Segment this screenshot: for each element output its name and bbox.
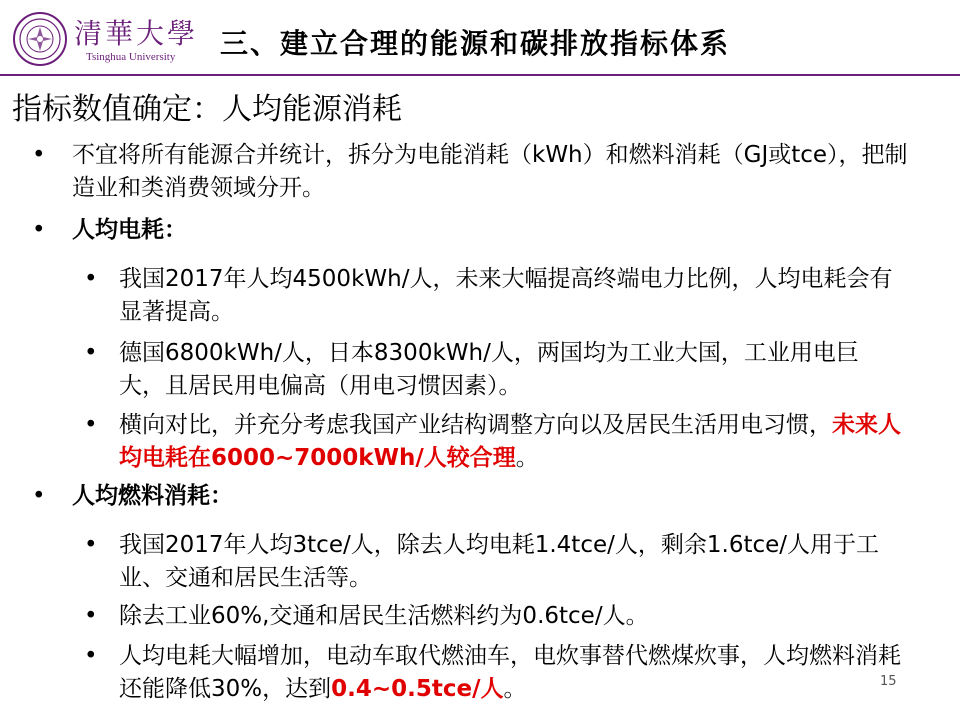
bullet-dot: •: [84, 412, 98, 438]
bullet-dot: •: [84, 340, 98, 366]
university-logo: [8, 6, 199, 68]
page-number: 15: [880, 674, 897, 689]
bullet-text-suffix: 。: [503, 676, 527, 702]
electricity-target-highlight: 未来人均电耗在6000~7000kWh/人较合理: [119, 412, 901, 471]
bullet-text: 我国2017年人均3tce/人，除去人均电耗1.4tce/人，剩余1.6tce/人用于工业、交通和居民生活等。: [119, 532, 880, 591]
sub-bullet-electricity-target: [84, 409, 904, 475]
bullet-text: 不宜将所有能源合并统计，拆分为电能消耗（kWh）和燃料消耗（GJ或tce），把制造业和类消费领域分开。: [72, 142, 908, 201]
bullet-dot: •: [84, 532, 98, 558]
bullet-text-main: 横向对比，并充分考虑我国产业结构调整方向以及居民生活用电习惯，: [119, 412, 832, 438]
bullet-dot: •: [84, 603, 98, 629]
header-divider: [0, 74, 960, 76]
sub-bullet-fuel-excluding-industry: [84, 600, 904, 633]
bullet-dot: •: [84, 643, 98, 669]
bullet-electricity-heading: [32, 214, 912, 247]
fuel-target-highlight: 0.4~0.5tce/人: [331, 676, 504, 702]
bullet-dot: •: [32, 483, 46, 509]
bullet-energy-split: [32, 139, 912, 205]
tsinghua-seal-icon: [12, 11, 68, 67]
bullet-text: 德国6800kWh/人，日本8300kWh/人，两国均为工业大国，工业用电巨大，且居民用电偏高（用电习惯因素）。: [119, 340, 859, 399]
sub-bullet-germany-japan: [84, 337, 904, 403]
university-name-cn: 清華大學: [74, 17, 199, 50]
bullet-text: [119, 640, 904, 706]
slide-title: 三、建立合理的能源和碳排放指标体系: [220, 27, 731, 60]
bullet-text: 除去工业60%,交通和居民生活燃料约为0.6tce/人。: [119, 603, 649, 629]
bullet-fuel-heading: [32, 480, 912, 513]
bullet-text: 我国2017年人均4500kWh/人，未来大幅提高终端电力比例，人均电耗会有显著提高。: [119, 266, 893, 325]
sub-bullet-china-electricity: [84, 263, 904, 329]
bullet-dot: •: [84, 266, 98, 292]
sub-bullet-fuel-target: [84, 640, 904, 706]
bullet-text-suffix: 。: [515, 445, 539, 471]
sub-bullet-china-fuel: [84, 529, 904, 595]
bullet-text: [119, 409, 904, 475]
bullet-dot: •: [32, 142, 46, 168]
slide-header: [0, 0, 960, 75]
section-heading: 指标数值确定：人均能源消耗: [12, 92, 402, 127]
bullet-dot: •: [32, 217, 46, 243]
bullet-heading-text: 人均电耗：: [72, 217, 187, 243]
university-name-en: Tsinghua University: [86, 51, 176, 63]
bullet-heading-text: 人均燃料消耗：: [72, 483, 233, 509]
bullet-text-main: 人均电耗大幅增加，电动车取代燃油车，电炊事替代燃煤炊事，人均燃料消耗还能降低30%，达到: [119, 643, 901, 702]
